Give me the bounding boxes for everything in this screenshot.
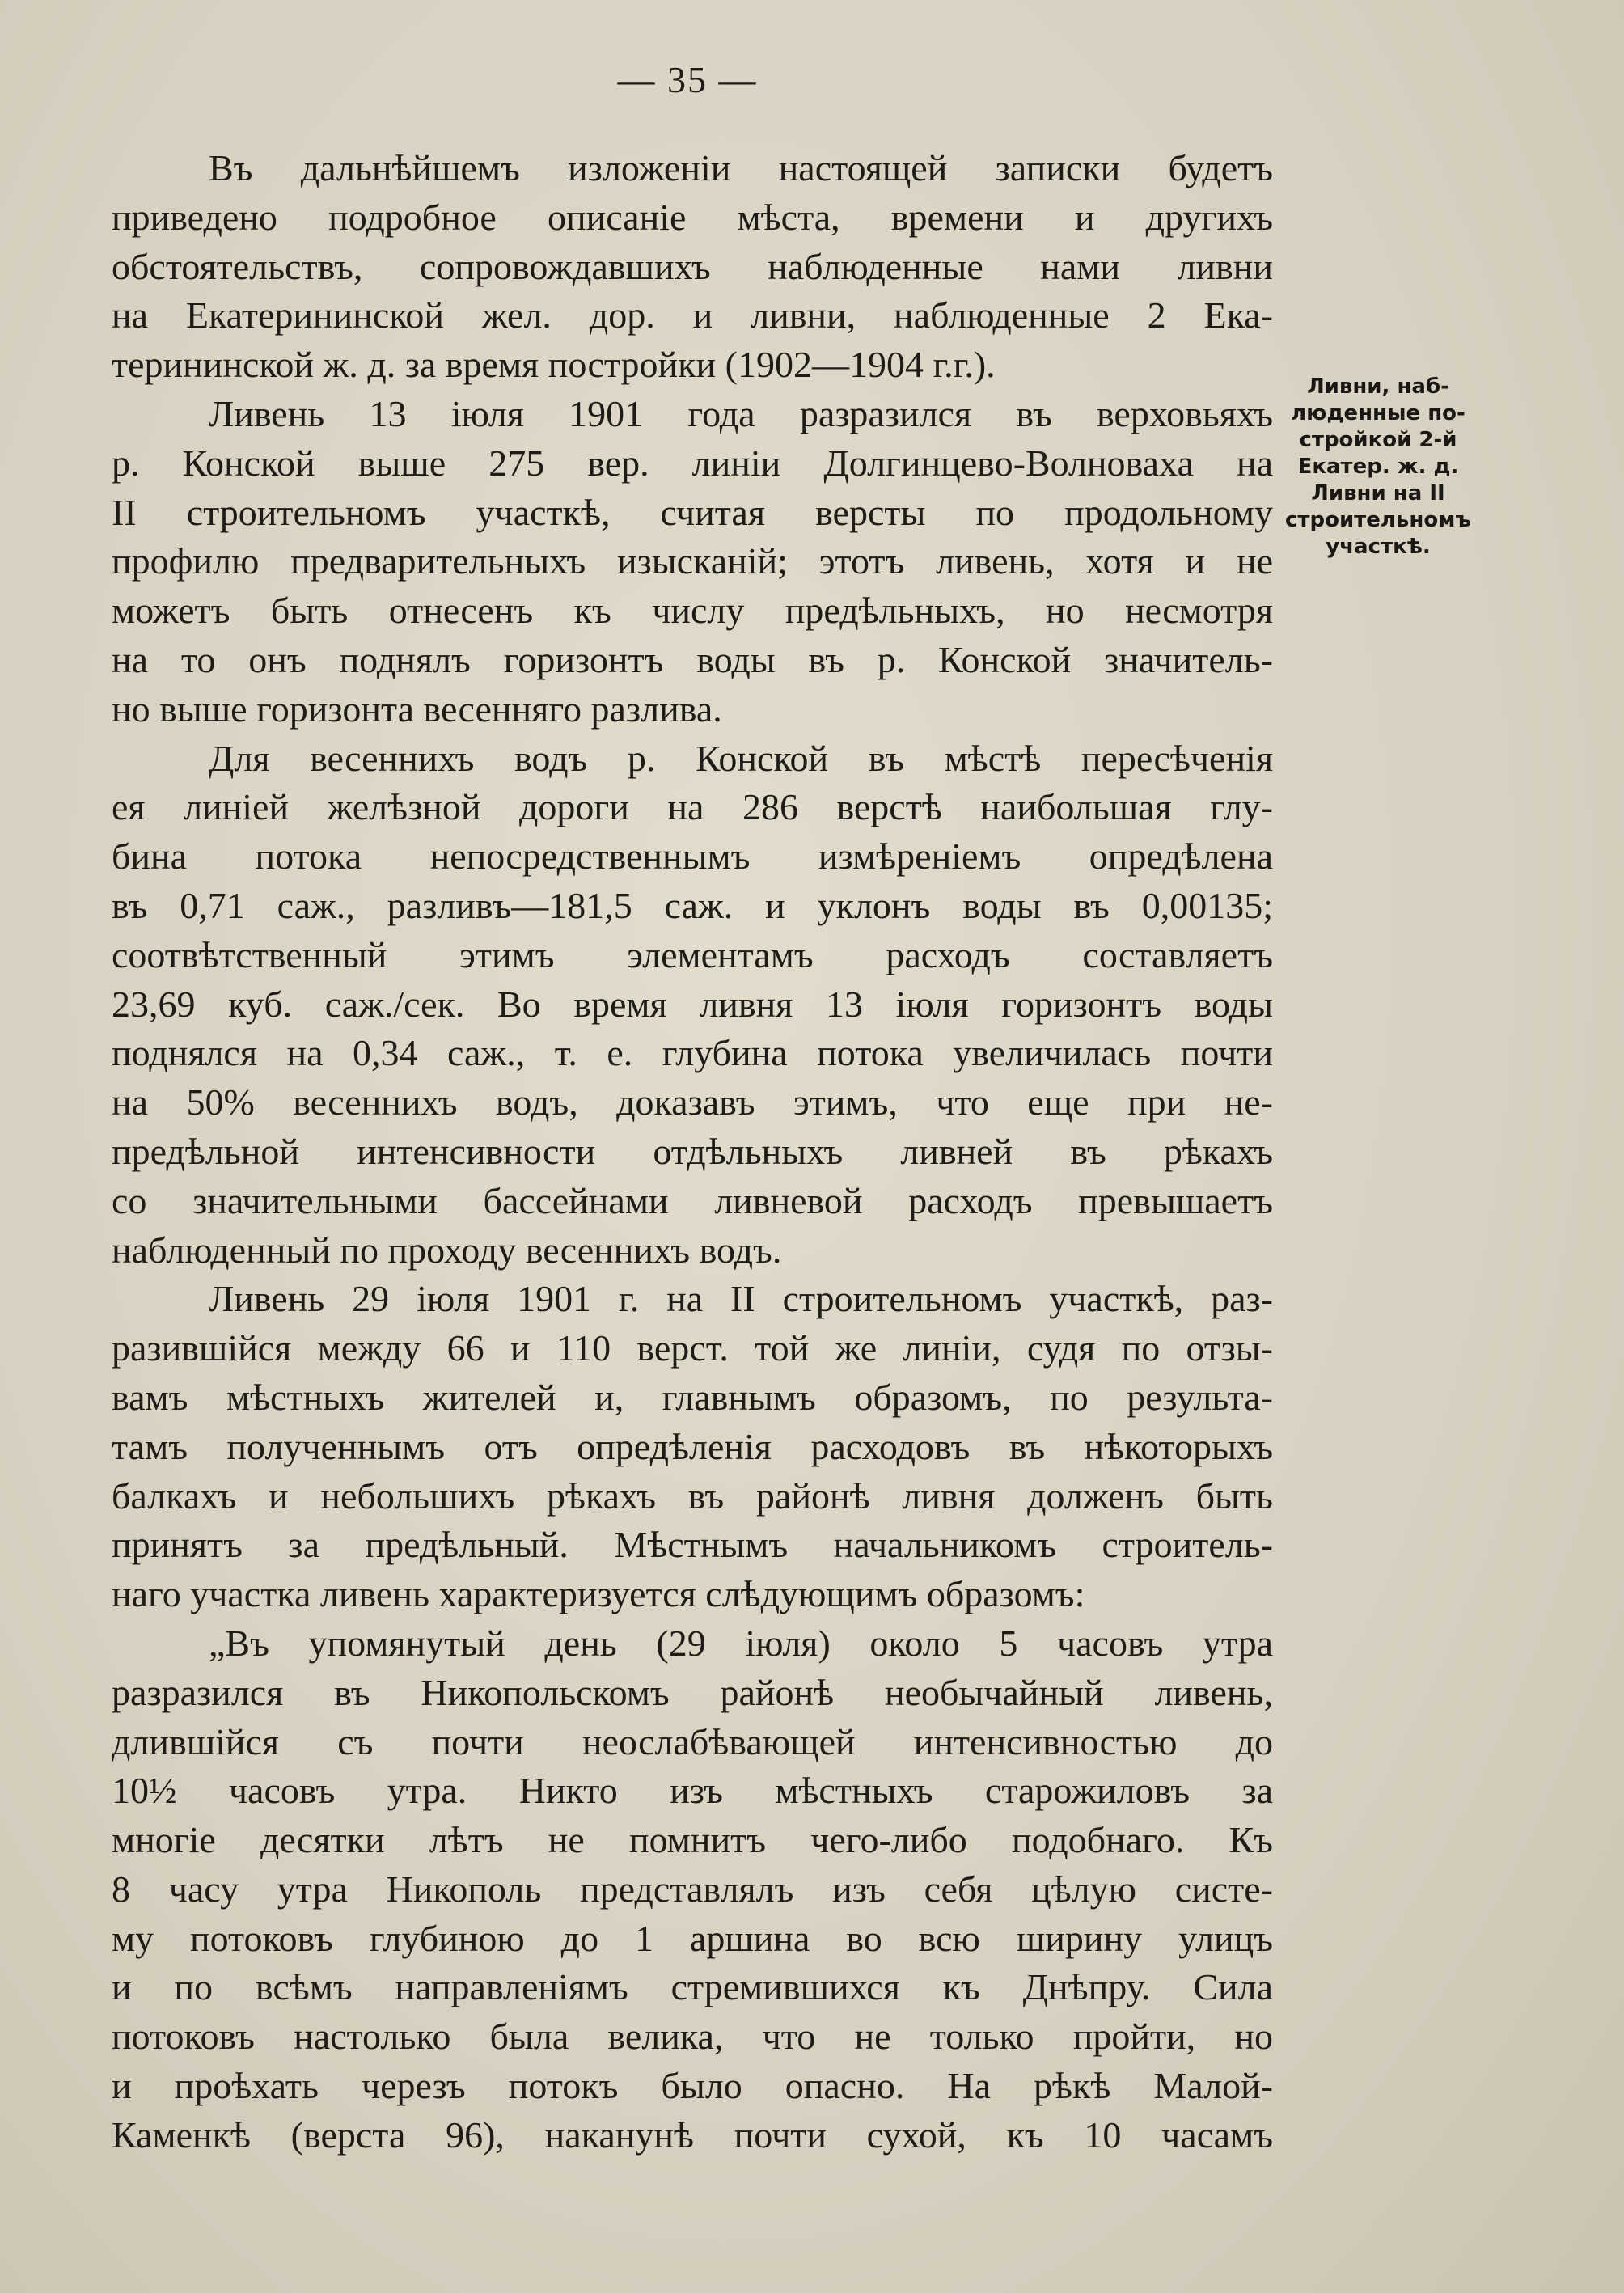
text-line: поднялся на 0,34 саж., т. е. глубина потока увеличилась почти	[112, 1032, 1273, 1074]
text-line: Въ дальнѣйшемъ изложенiи настоящей записки будетъ	[209, 147, 1273, 188]
text-line: наблюденный по проходу весеннихъ водъ.	[112, 1229, 782, 1271]
text-line: принятъ за предѣльный. Мѣстнымъ начальникомъ строитель-	[112, 1524, 1273, 1566]
text-line: „Въ упомянутый день (29 iюля) около 5 часовъ утра	[209, 1622, 1273, 1664]
text-line: со значительными бассейнами ливневой расходъ превышаетъ	[112, 1179, 1273, 1221]
text-line: Ливень 29 iюля 1901 г. на II строительномъ участкѣ, раз-	[209, 1278, 1273, 1320]
text-line: соотвѣтственный этимъ элементамъ расходъ составляетъ	[112, 933, 1273, 975]
text-line: предѣльной интенсивности отдѣльныхъ ливней въ рѣкахъ	[112, 1130, 1273, 1172]
margin-note-line: Екатер. ж. д.	[1297, 455, 1459, 479]
margin-note	[1276, 374, 1480, 561]
text-line: длившiйся съ почти неослабѣвающей интенсивностью до	[112, 1720, 1273, 1762]
text-line: приведено подробное описанiе мѣста, времени и другихъ	[112, 196, 1273, 238]
page-number: — 35 —	[617, 59, 758, 100]
text-line: вамъ мѣстныхъ жителей и, главнымъ образомъ, по результа-	[112, 1376, 1273, 1418]
text-line: Ливень 13 iюля 1901 года разразился въ верховьяхъ	[209, 392, 1273, 434]
margin-note-line: строительномъ	[1285, 508, 1471, 532]
text-line: разившiйся между 66 и 110 верст. той же линiи, судя по отзы-	[112, 1327, 1273, 1369]
text-line: 10½ часовъ утра. Никто изъ мѣстныхъ старожиловъ за	[112, 1770, 1273, 1812]
text-line: на то онъ поднялъ горизонтъ воды въ р. Конской значитель-	[112, 638, 1273, 680]
text-line: Каменкѣ (верста 96), наканунѣ почти сухой, къ 10 часамъ	[112, 2113, 1273, 2156]
text-line: р. Конской выше 275 вер. линiи Долгинцево-Волноваха на	[112, 442, 1273, 484]
text-line: и по всѣмъ направленiямъ стремившихся къ Днѣпру. Сила	[112, 1966, 1273, 2008]
body-text	[112, 144, 1273, 2160]
margin-note-line: люденные по-	[1291, 401, 1465, 425]
text-line: многiе десятки лѣтъ не помнитъ чего-либо подобнаго. Къ	[112, 1819, 1273, 1861]
text-line: балкахъ и небольшихъ рѣкахъ въ районѣ ливня долженъ быть	[112, 1474, 1273, 1517]
text-line: потоковъ настолько была велика, что не только пройти, но	[112, 2016, 1273, 2058]
margin-note-line: стройкой 2-й	[1299, 428, 1457, 452]
text-line: и проѣхать черезъ потокъ было опасно. На рѣкѣ Малой-	[112, 2065, 1273, 2107]
text-line: 23,69 куб. саж./сек. Во время ливня 13 iюля горизонтъ воды	[112, 983, 1273, 1025]
text-line: тамъ полученнымъ отъ опредѣленiя расходовъ въ нѣкоторыхъ	[112, 1425, 1273, 1467]
text-line: профилю предварительныхъ изысканiй; этотъ ливень, хотя и не	[112, 540, 1273, 582]
text-line: му потоковъ глубиною до 1 аршина во всю ширину улицъ	[112, 1917, 1273, 1959]
text-line: бина потока непосредственнымъ измѣренiемъ опредѣлена	[112, 836, 1273, 878]
text-line: но выше горизонта весенняго разлива.	[112, 687, 722, 730]
text-line: Для весеннихъ водъ р. Конской въ мѣстѣ пересѣченiя	[209, 737, 1273, 779]
text-line: ея линiей желѣзной дороги на 286 верстѣ наибольшая глу-	[112, 786, 1273, 828]
text-line: II строительномъ участкѣ, считая версты по продольному	[112, 491, 1273, 533]
text-line: на Екатерининской жел. дор. и ливни, наблюденные 2 Ека-	[112, 294, 1273, 336]
text-line: можетъ быть отнесенъ къ числу предѣльныхъ, но несмотря	[112, 590, 1273, 632]
margin-note-line: Ливни, наб-	[1307, 374, 1449, 399]
margin-note-line: Ливни на II	[1311, 481, 1445, 506]
text-line: обстоятельствъ, сопровождавшихъ наблюденные нами ливни	[112, 245, 1273, 287]
text-line: 8 часу утра Никополь представлялъ изъ себя цѣлую систе-	[112, 1868, 1273, 1910]
text-line: разразился въ Никопольскомъ районѣ необычайный ливень,	[112, 1671, 1273, 1713]
text-line: наго участка ливень характеризуется слѣдующимъ образомъ:	[112, 1573, 1085, 1615]
margin-note-line: участкѣ.	[1326, 535, 1431, 559]
text-line: на 50% весеннихъ водъ, доказавъ этимъ, что еще при не-	[112, 1081, 1273, 1123]
text-line: терининской ж. д. за время постройки (1902—1904 г.г.).	[112, 344, 996, 386]
text-line: въ 0,71 саж., разливъ—181,5 саж. и уклонъ воды въ 0,00135;	[112, 884, 1273, 926]
